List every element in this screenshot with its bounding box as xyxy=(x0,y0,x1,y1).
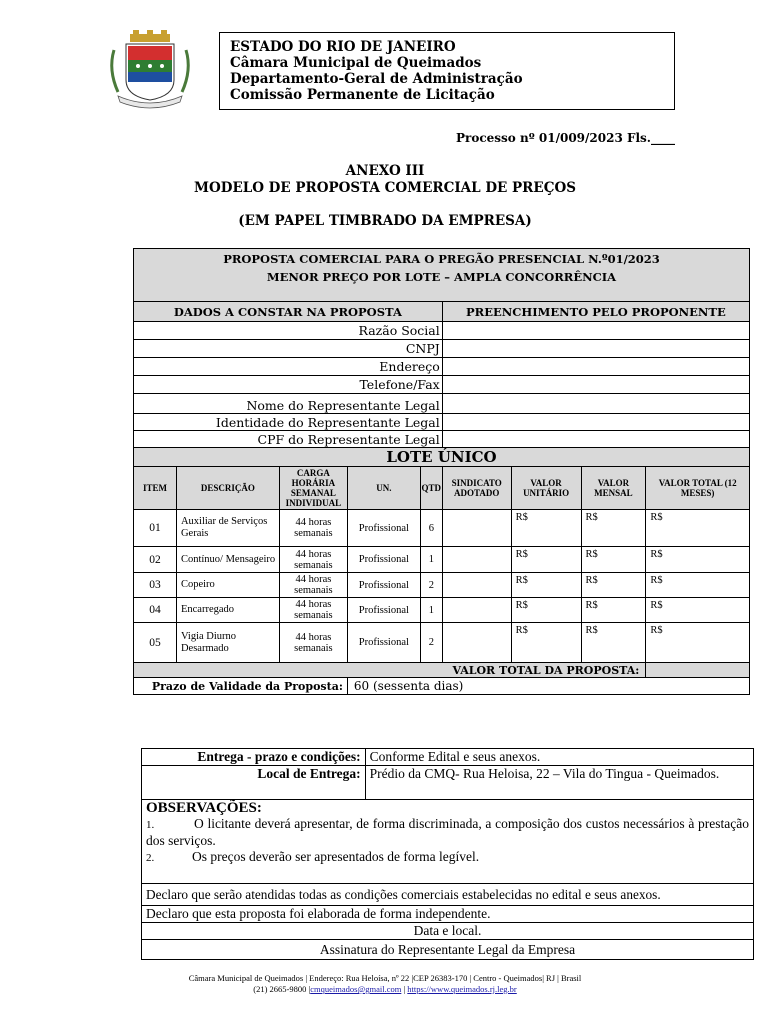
field-label: Telefone/Fax xyxy=(134,376,443,394)
field-label: Endereço xyxy=(134,358,443,376)
cell-un: Profissional xyxy=(347,573,420,598)
item-row xyxy=(134,573,750,598)
item-row xyxy=(134,510,750,547)
proposal-table xyxy=(133,248,750,695)
obs2-text: Os preços deverão ser apresentados de forma legível. xyxy=(192,849,480,864)
cell-item: 04 xyxy=(134,598,177,623)
col-valor-total: VALOR TOTAL (12 MESES) xyxy=(646,467,750,510)
obs1-number: 1. xyxy=(146,819,155,831)
field-input[interactable] xyxy=(442,414,749,431)
footer-phone: (21) 2665-9800 | xyxy=(253,984,311,994)
annex-title: ANEXO III xyxy=(345,163,425,179)
total-value[interactable] xyxy=(646,663,750,678)
header-chamber: Câmara Municipal de Queimados xyxy=(230,55,482,71)
field-label: CNPJ xyxy=(134,340,443,358)
item-rows xyxy=(134,510,750,663)
cell-desc: Vigia Diurno Desarmado xyxy=(176,623,279,663)
municipal-crest-logo xyxy=(100,30,200,110)
header-box xyxy=(219,32,675,110)
item-row xyxy=(134,598,750,623)
cell-sind[interactable] xyxy=(442,547,511,573)
date-place: Data e local. xyxy=(142,923,754,940)
cell-qtd: 2 xyxy=(420,623,442,663)
cell-vm[interactable]: R$ xyxy=(581,573,646,598)
cell-item: 05 xyxy=(134,623,177,663)
cell-vt[interactable]: R$ xyxy=(646,547,750,573)
cell-qtd: 2 xyxy=(420,573,442,598)
footer-email-link[interactable]: cmqueimados@gmail.com xyxy=(310,984,402,994)
cell-carga: 44 horas semanais xyxy=(279,623,347,663)
cell-carga: 44 horas semanais xyxy=(279,510,347,547)
field-input[interactable] xyxy=(442,322,749,340)
cell-sind[interactable] xyxy=(442,598,511,623)
field-label: Nome do Representante Legal xyxy=(134,394,443,414)
col-carga: CARGA HORÁRIA SEMANAL INDIVIDUAL xyxy=(279,467,347,510)
cell-vm[interactable]: R$ xyxy=(581,510,646,547)
declaration-1: Declaro que serão atendidas todas as condições comerciais estabelecidas no edital e seus anexos. xyxy=(142,884,754,906)
footer-address: Câmara Municipal de Queimados | Endereço: Rua Heloísa, nº 22 |CEP 26383-170 | Centro - Queimados| RJ | Brasil xyxy=(188,973,582,983)
cell-un: Profissional xyxy=(347,623,420,663)
cell-sind[interactable] xyxy=(442,573,511,598)
proposal-subtitle: MENOR PREÇO POR LOTE – AMPLA CONCORRÊNCIA xyxy=(134,270,750,302)
processo-number: Processo nº 01/009/2023 Fls.____ xyxy=(456,131,675,145)
item-row xyxy=(134,623,750,663)
col-qtd: QTD xyxy=(420,467,442,510)
col-un: UN. xyxy=(347,467,420,510)
cell-carga: 44 horas semanais xyxy=(279,598,347,623)
header-commission: Comissão Permanente de Licitação xyxy=(230,87,495,103)
cell-desc: Contínuo/ Mensageiro xyxy=(176,547,279,573)
cell-carga: 44 horas semanais xyxy=(279,573,347,598)
cell-vt[interactable]: R$ xyxy=(646,573,750,598)
col-sindicato: SINDICATO ADOTADO xyxy=(442,467,511,510)
cell-vt[interactable]: R$ xyxy=(646,623,750,663)
cell-un: Profissional xyxy=(347,510,420,547)
cell-un: Profissional xyxy=(347,598,420,623)
cell-desc: Encarregado xyxy=(176,598,279,623)
total-label: VALOR TOTAL DA PROPOSTA: xyxy=(347,663,645,678)
lote-title: LOTE ÚNICO xyxy=(134,448,750,467)
letterhead-note: (EM PAPEL TIMBRADO DA EMPRESA) xyxy=(238,213,532,229)
cell-qtd: 6 xyxy=(420,510,442,547)
prazo-value: Conforme Edital e seus anexos. xyxy=(365,749,753,766)
cell-item: 02 xyxy=(134,547,177,573)
footer-contact xyxy=(0,984,770,994)
field-input[interactable] xyxy=(442,431,749,448)
field-label: Razão Social xyxy=(134,322,443,340)
cell-vm[interactable]: R$ xyxy=(581,547,646,573)
cell-item: 03 xyxy=(134,573,177,598)
observations-cell xyxy=(142,800,754,884)
field-label: Identidade do Representante Legal xyxy=(134,414,443,431)
col-preenchimento: PREENCHIMENTO PELO PROPONENTE xyxy=(442,302,749,322)
col-descricao: DESCRIÇÃO xyxy=(176,467,279,510)
cell-qtd: 1 xyxy=(420,598,442,623)
cell-un: Profissional xyxy=(347,547,420,573)
cell-vm[interactable]: R$ xyxy=(581,598,646,623)
col-item: ITEM xyxy=(134,467,177,510)
obs1-text: O licitante deverá apresentar, de forma discriminada, a composição dos custos necessários à prestação dos serviços. xyxy=(146,816,749,848)
model-title: MODELO DE PROPOSTA COMERCIAL DE PREÇOS xyxy=(194,180,576,196)
footer-separator: | xyxy=(401,984,408,994)
validade-value: 60 (sessenta dias) xyxy=(347,678,749,695)
cell-vm[interactable]: R$ xyxy=(581,623,646,663)
prazo-label: Entrega - prazo e condições: xyxy=(142,749,366,766)
cell-sind[interactable] xyxy=(442,510,511,547)
field-input[interactable] xyxy=(442,358,749,376)
cell-vt[interactable]: R$ xyxy=(646,510,750,547)
header-department: Departamento-Geral de Administração xyxy=(230,71,523,87)
cell-vt[interactable]: R$ xyxy=(646,598,750,623)
col-valor-unitario: VALOR UNITÁRIO xyxy=(511,467,581,510)
cell-desc: Auxiliar de Serviços Gerais xyxy=(176,510,279,547)
cell-vu[interactable]: R$ xyxy=(511,547,581,573)
local-value: Prédio da CMQ- Rua Heloisa, 22 – Vila do Tingua - Queimados. xyxy=(365,766,753,800)
cell-carga: 44 horas semanais xyxy=(279,547,347,573)
declaration-2: Declaro que esta proposta foi elaborada de forma independente. xyxy=(142,906,754,923)
delivery-table xyxy=(141,748,754,960)
cell-qtd: 1 xyxy=(420,547,442,573)
obs-title: OBSERVAÇÕES: xyxy=(146,800,262,816)
field-label: CPF do Representante Legal xyxy=(134,431,443,448)
obs2-number: 2. xyxy=(146,852,155,864)
cell-sind[interactable] xyxy=(442,623,511,663)
field-input[interactable] xyxy=(442,394,749,414)
cell-vu[interactable]: R$ xyxy=(511,510,581,547)
proposal-title: PROPOSTA COMERCIAL PARA O PREGÃO PRESENCIAL N.º01/2023 xyxy=(134,249,750,270)
validade-label: Prazo de Validade da Proposta: xyxy=(134,678,348,695)
col-valor-mensal: VALOR MENSAL xyxy=(581,467,646,510)
col-dados: DADOS A CONSTAR NA PROPOSTA xyxy=(134,302,443,322)
cell-desc: Copeiro xyxy=(176,573,279,598)
local-label: Local de Entrega: xyxy=(142,766,366,800)
cell-vu[interactable]: R$ xyxy=(511,623,581,663)
cell-vu[interactable]: R$ xyxy=(511,598,581,623)
field-input[interactable] xyxy=(442,376,749,394)
header-state: ESTADO DO RIO DE JANEIRO xyxy=(230,39,456,55)
signature-line: Assinatura do Representante Legal da Empresa xyxy=(142,940,754,960)
cell-item: 01 xyxy=(134,510,177,547)
field-input[interactable] xyxy=(442,340,749,358)
footer-site-link[interactable]: https://www.queimados.rj.leg.br xyxy=(407,984,517,994)
cell-vu[interactable]: R$ xyxy=(511,573,581,598)
item-row xyxy=(134,547,750,573)
